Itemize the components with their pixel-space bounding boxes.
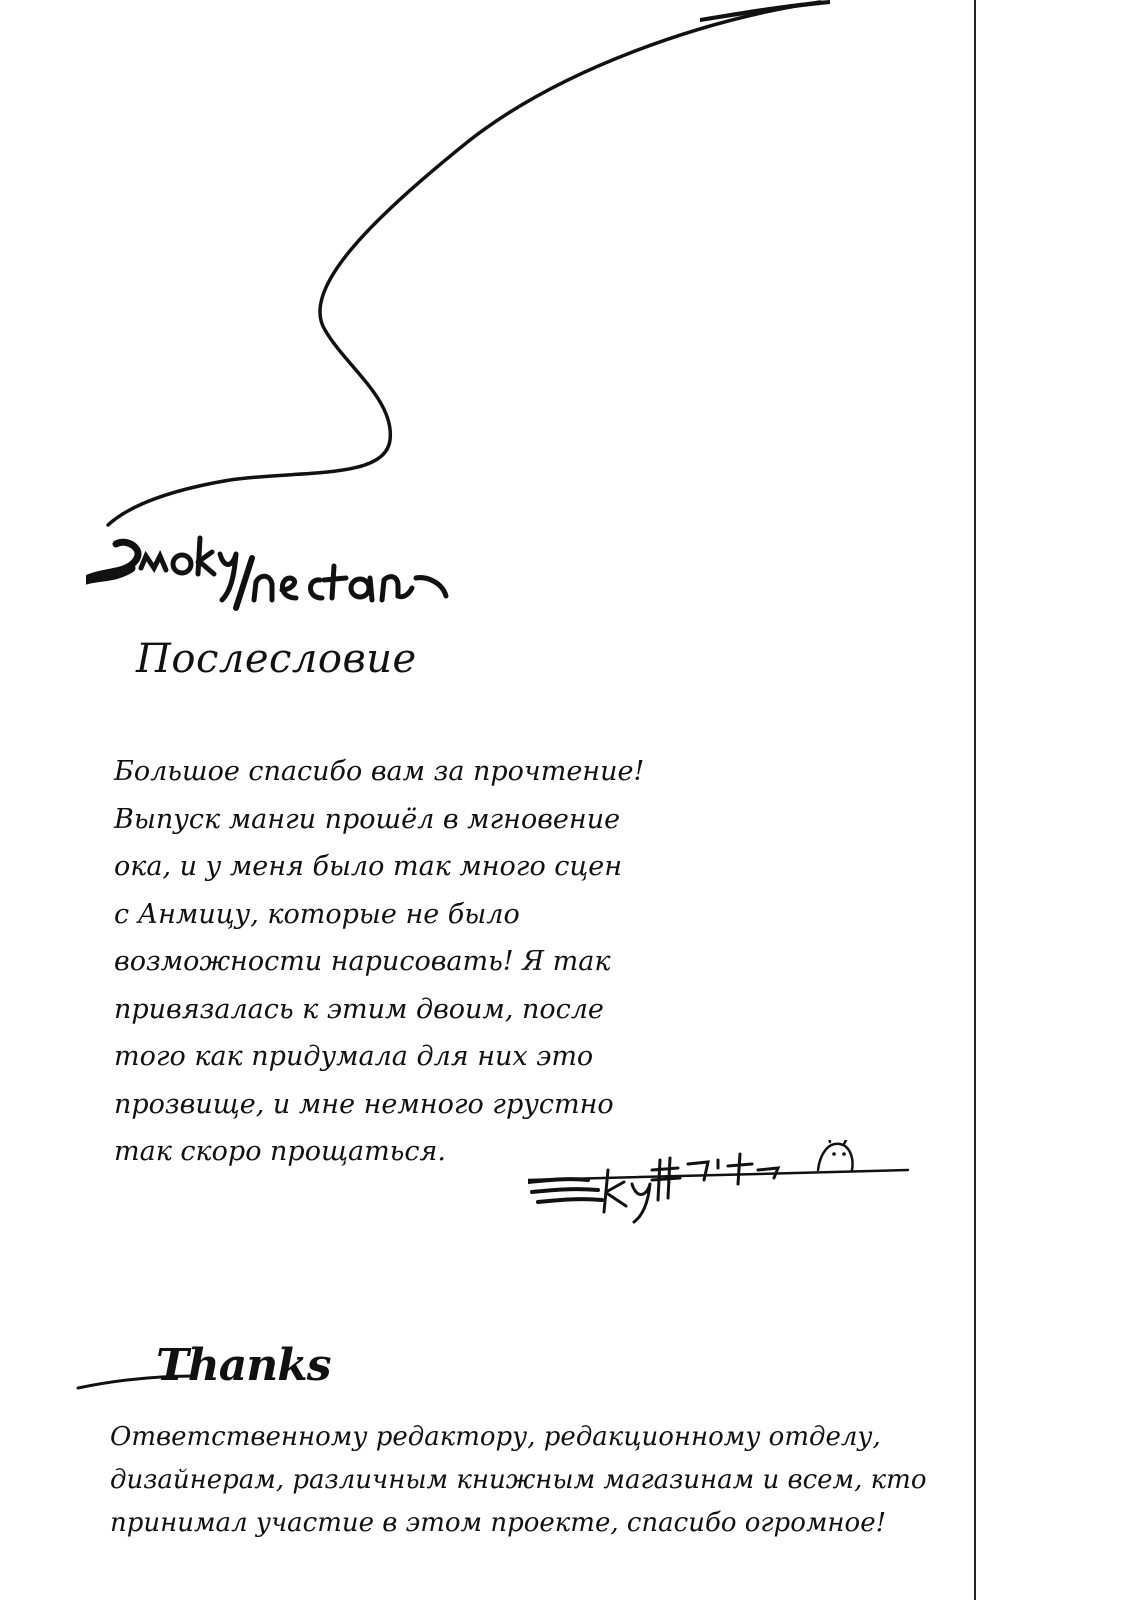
afterword-line: с Анмицу, которые не было	[114, 898, 520, 930]
afterword-line: привязалась к этим двоим, после	[114, 993, 604, 1025]
thanks-line: принимал участие в этом проекте, спасибо огромное!	[110, 1508, 887, 1538]
thanks-line: Ответственному редактору, редакционному отделу,	[110, 1422, 881, 1452]
thanks-heading: Thanks	[156, 1340, 331, 1391]
afterword-line: так скоро прощаться.	[114, 1136, 446, 1167]
afterword-line: того как придумала для них это	[114, 1041, 594, 1072]
afterword-line: прозвище, и мне немного грустно	[114, 1088, 614, 1120]
afterword-line: ока, и у меня было так много сцен	[114, 851, 623, 882]
afterword-title: Послесловие	[136, 636, 417, 682]
afterword-line: возможности нарисовать! Я так	[114, 946, 611, 977]
author-signature	[528, 1140, 918, 1240]
afterword-body	[114, 748, 674, 1176]
afterword-line: Большое спасибо вам за прочтение!	[114, 756, 645, 787]
thanks-heading-group	[76, 1340, 331, 1412]
thanks-line: дизайнерам, различным книжным магазинам и всем, кто	[110, 1465, 927, 1495]
thanks-body	[110, 1416, 930, 1545]
afterword-line: Выпуск манги прошёл в мгновение	[114, 803, 621, 835]
smoky-nectar-logo	[86, 508, 486, 628]
